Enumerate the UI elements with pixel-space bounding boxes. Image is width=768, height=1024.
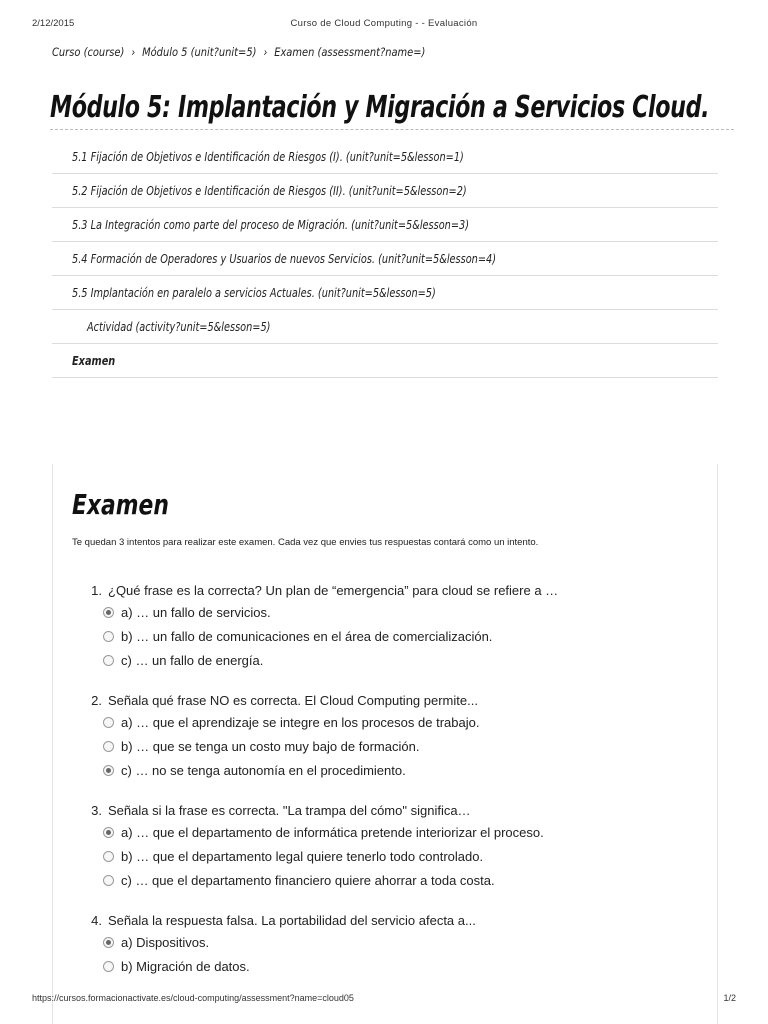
- lesson-item[interactable]: [52, 208, 718, 242]
- answer-label: b) … que se tenga un costo muy bajo de formación.: [121, 738, 420, 754]
- current-exam-label: Examen: [72, 353, 116, 368]
- radio-button[interactable]: [103, 631, 114, 642]
- exam-title: Examen: [72, 488, 169, 521]
- answer-label: a) … que el departamento de informática pretende interiorizar el proceso.: [121, 824, 544, 840]
- question-number: 2.: [91, 693, 102, 708]
- lesson-item[interactable]: [52, 140, 718, 174]
- question-number: 1.: [91, 583, 102, 598]
- lesson-link[interactable]: 5.1 Fijación de Objetivos e Identificación de Riesgos (I). (unit?unit=5&lesson=1): [72, 149, 464, 164]
- title-divider: [50, 129, 734, 130]
- radio-button[interactable]: [103, 741, 114, 752]
- answer-option[interactable]: [103, 820, 558, 844]
- exam-panel: [52, 464, 718, 1024]
- question-text: ¿Qué frase es la correcta? Un plan de “emergencia” para cloud se refiere a …: [108, 583, 559, 598]
- answer-label: b) Migración de datos.: [121, 958, 250, 974]
- answer-option[interactable]: [103, 954, 558, 978]
- radio-button[interactable]: [103, 607, 114, 618]
- activity-item[interactable]: [52, 310, 718, 344]
- current-exam-item: [52, 344, 718, 378]
- radio-button[interactable]: [103, 827, 114, 838]
- answer-option[interactable]: [103, 868, 558, 892]
- answer-option[interactable]: [103, 710, 558, 734]
- lesson-item[interactable]: [52, 174, 718, 208]
- radio-button[interactable]: [103, 937, 114, 948]
- answer-option[interactable]: [103, 734, 558, 758]
- lesson-nav: [52, 140, 718, 378]
- print-url: https://cursos.formacionactivate.es/cloud-computing/assessment?name=cloud05: [32, 993, 354, 1003]
- lesson-link[interactable]: 5.4 Formación de Operadores y Usuarios de nuevos Servicios. (unit?unit=5&lesson=4): [72, 251, 497, 266]
- question-1: [80, 582, 558, 672]
- question-text: Señala qué frase NO es correcta. El Cloud Computing permite...: [108, 693, 478, 708]
- print-header: [32, 18, 736, 32]
- question-number: 3.: [91, 803, 102, 818]
- question-4: [80, 912, 558, 978]
- answer-option[interactable]: [103, 930, 558, 954]
- question-text: Señala si la frase es correcta. "La trampa del cómo" significa…: [108, 803, 471, 818]
- breadcrumb-separator: ›: [263, 45, 268, 59]
- lesson-link[interactable]: 5.2 Fijación de Objetivos e Identificación de Riesgos (II). (unit?unit=5&lesson=2): [72, 183, 467, 198]
- lesson-item[interactable]: [52, 242, 718, 276]
- radio-button[interactable]: [103, 875, 114, 886]
- radio-button[interactable]: [103, 765, 114, 776]
- print-footer: [32, 993, 736, 1007]
- radio-button[interactable]: [103, 851, 114, 862]
- lesson-link[interactable]: 5.3 La Integración como parte del proceso de Migración. (unit?unit=5&lesson=3): [72, 217, 470, 232]
- breadcrumb-separator: ›: [131, 45, 136, 59]
- answer-label: b) … que el departamento legal quiere tenerlo todo controlado.: [121, 848, 484, 864]
- radio-button[interactable]: [103, 961, 114, 972]
- answer-label: a) … que el aprendizaje se integre en los procesos de trabajo.: [121, 714, 480, 730]
- breadcrumb-module-link[interactable]: Módulo 5 (unit?unit=5): [142, 45, 257, 59]
- print-page-number: 1/2: [723, 993, 736, 1003]
- module-title: Módulo 5: Implantación y Migración a Servicios Cloud.: [50, 90, 710, 125]
- answer-label: a) Dispositivos.: [121, 934, 210, 950]
- question-3: [80, 802, 558, 892]
- answer-option[interactable]: [103, 758, 558, 782]
- answer-label: b) … un fallo de comunicaciones en el área de comercialización.: [121, 628, 493, 644]
- answer-label: c) … no se tenga autonomía en el procedimiento.: [121, 762, 406, 778]
- print-date: 2/12/2015: [32, 18, 75, 29]
- answer-label: c) … un fallo de energía.: [121, 652, 264, 668]
- radio-button[interactable]: [103, 655, 114, 666]
- breadcrumb: [52, 45, 425, 59]
- answer-option[interactable]: [103, 648, 558, 672]
- print-page-title: Curso de Cloud Computing - - Evaluación: [290, 18, 478, 29]
- breadcrumb-exam-link[interactable]: Examen (assessment?name=): [274, 45, 426, 59]
- question-number: 4.: [91, 913, 102, 928]
- lesson-link[interactable]: 5.5 Implantación en paralelo a servicios Actuales. (unit?unit=5&lesson=5): [72, 285, 436, 300]
- question-2: [80, 692, 558, 782]
- answer-option[interactable]: [103, 600, 558, 624]
- exam-attempts-info: Te quedan 3 intentos para realizar este examen. Cada vez que envies tus respuestas contará como un intento.: [72, 537, 539, 548]
- answer-option[interactable]: [103, 844, 558, 868]
- activity-link[interactable]: Actividad (activity?unit=5&lesson=5): [87, 319, 271, 334]
- question-list: [80, 582, 558, 998]
- answer-label: c) … que el departamento financiero quiere ahorrar a toda costa.: [121, 872, 495, 888]
- question-text: Señala la respuesta falsa. La portabilidad del servicio afecta a...: [108, 913, 476, 928]
- radio-button[interactable]: [103, 717, 114, 728]
- lesson-item[interactable]: [52, 276, 718, 310]
- answer-label: a) … un fallo de servicios.: [121, 604, 271, 620]
- breadcrumb-course-link[interactable]: Curso (course): [52, 45, 125, 59]
- answer-option[interactable]: [103, 624, 558, 648]
